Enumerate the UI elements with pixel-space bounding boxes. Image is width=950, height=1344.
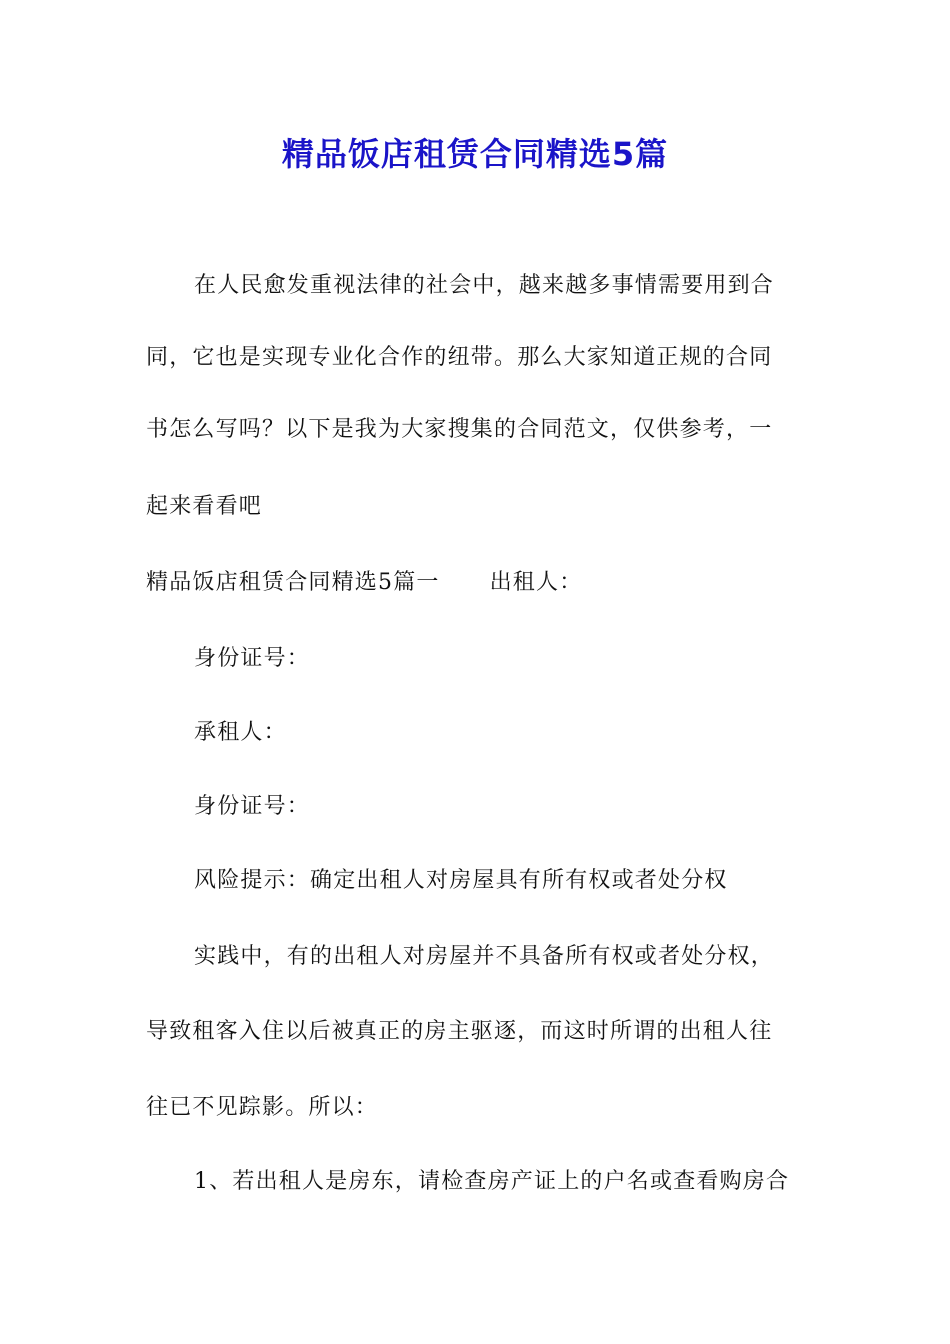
- risk-tip: 风险提示：确定出租人对房屋具有所有权或者处分权: [194, 868, 728, 893]
- intro-line-3: 书怎么写吗？以下是我为大家搜集的合同范文，仅供参考，一: [146, 417, 773, 442]
- lessee-label: 承租人：: [194, 720, 287, 745]
- lessor-id-label: 身份证号：: [194, 646, 311, 671]
- section-heading: 精品饭店租赁合同精选5篇一: [146, 570, 440, 595]
- lessee-id-label: 身份证号：: [194, 794, 311, 819]
- document-title: 精品饭店租赁合同精选5篇: [281, 135, 669, 173]
- intro-line-1: 在人民愈发重视法律的社会中，越来越多事情需要用到合: [194, 273, 775, 298]
- intro-line-2: 同，它也是实现专业化合作的纽带。那么大家知道正规的合同: [146, 345, 773, 370]
- practice-line-3: 往已不见踪影。所以：: [146, 1095, 379, 1120]
- practice-line-1: 实践中，有的出租人对房屋并不具备所有权或者处分权，: [194, 944, 775, 969]
- practice-line-2: 导致租客入住以后被真正的房主驱逐，而这时所谓的出租人往: [146, 1019, 773, 1044]
- lessor-label: 出租人：: [489, 570, 583, 595]
- point-1: 1、若出租人是房东，请检查房产证上的户名或查看购房合: [194, 1169, 790, 1194]
- intro-line-4: 起来看看吧: [146, 494, 263, 519]
- section-heading-row: [146, 567, 582, 599]
